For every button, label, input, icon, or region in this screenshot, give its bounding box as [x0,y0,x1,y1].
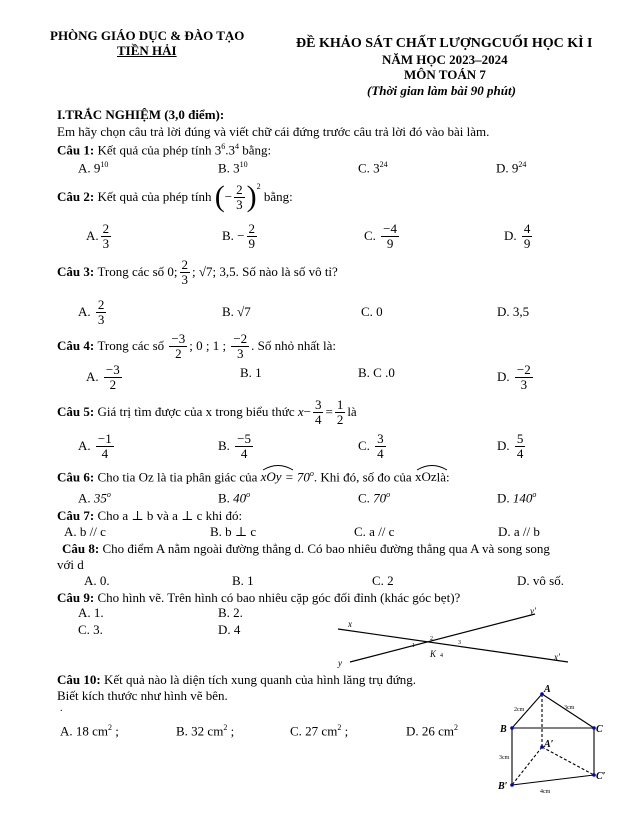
fig-label-yp: y′ [530,606,536,616]
fig-label-x: x [348,619,352,629]
vertex-a: A [544,684,551,695]
fig-angle-4: 4 [440,653,443,659]
fig-label-y: y [338,658,342,668]
vertical-angles-figure [330,602,580,672]
q5-option-b[interactable]: B. $\frac{-5}{4}$ [218,431,252,461]
question-9: Câu 9: Cho hình vẽ. Trên hình có bao nhiêu cặp góc đối đỉnh (khác góc bẹt)? [57,590,461,605]
section-heading: I.TRẮC NGHIỆM (3,0 điểm): [57,107,225,122]
q2-option-c[interactable]: C. $\frac{-4}{9}$ [364,221,398,251]
q3-option-d[interactable]: D. 3,5 [497,304,530,319]
vertex-b: B [500,724,507,735]
q5-option-c[interactable]: C. $\frac{3}{4}$ [358,431,384,461]
q7-option-c[interactable]: C. a // c [354,524,395,539]
q2-option-b[interactable]: B. − $\frac{2}{9}$ [222,221,256,251]
q10-option-a[interactable]: A. 18 $cm^2$ ; [60,723,119,739]
q1-option-d[interactable]: D. $9^{24}$ [496,160,527,176]
q8-option-d[interactable]: D. vô số. [517,573,564,588]
question-7: Câu 7: Cho a ⊥ b và a ⊥ c khi đó: [57,508,243,523]
question-1: Câu 1: Kết quả của phép tính $3^6.3^4$ bằng: [57,142,272,158]
q6-option-a[interactable]: A. 35$^o$ [78,490,111,506]
question-10-cont: Biết kích thước như hình vẽ bên. [57,688,228,703]
question-3: Câu 3: Trong các số 0; $\frac{2}{3}$ ; √7 ; 3,5. Số nào là số vô tỉ? [57,257,338,287]
vertex-bp: B′ [498,781,508,792]
q3-option-a[interactable]: A. $\frac{2}{3}$ [78,297,105,327]
q8-option-c[interactable]: C. 2 [372,573,394,588]
q9-option-c[interactable]: C. 3. [78,622,103,637]
question-8: Câu 8: Cho điểm A nằm ngoài đường thẳng d. Có bao nhiêu đường thẳng qua A và song song [62,541,550,556]
q10-option-d[interactable]: D. 26 $cm^2$ [406,723,459,739]
q1-option-b[interactable]: B. $3^{10}$ [218,160,248,176]
vertex-ap: A′ [544,739,554,750]
q10-option-b[interactable]: B. 32 $cm^2$ ; [176,723,235,739]
q10-option-c[interactable]: C. 27 $cm^2$ ; [290,723,349,739]
q2-label: Câu 2: [57,189,95,204]
q3-option-c[interactable]: C. 0 [361,304,383,319]
q7-option-a[interactable]: A. b // c [64,524,106,539]
q4-label: Câu 4: [57,338,95,354]
q9-option-a[interactable]: A. 1. [78,605,104,620]
edge-apcp [542,747,594,775]
q6-option-b[interactable]: B. 40$^o$ [218,490,251,506]
q2-option-d[interactable]: D. $\frac{4}{9}$ [504,221,531,251]
q4-option-b[interactable]: B. 1 [240,365,262,380]
q9-option-b[interactable]: B. 2. [218,605,243,620]
question-6: Câu 6: Cho tia Oz là tia phân giác của xOy = $70^o$. Khi đó, số đo của xOz là: [57,469,450,485]
fig-angle-1: 1 [412,643,415,649]
q7-option-d[interactable]: D. a // b [498,524,540,539]
fig-angle-2: 2 [430,636,433,642]
q9-option-d[interactable]: D. 4 [218,622,241,637]
q6-option-d[interactable]: D. 140$^o$ [497,490,537,506]
q7-option-b[interactable]: B. b ⊥ c [210,524,257,539]
question-8-cont: với d [57,557,84,572]
question-4: Câu 4: Trong các số $\frac{-3}{2}$ ; 0 ; 1 ; $\frac{-2}{3}$ . Số nhỏ nhất là: [57,331,337,361]
q1-option-a[interactable]: A. $9^{10}$ [78,160,109,176]
question-10: Câu 10: Kết quả nào là diện tích xung quanh của hình lăng trụ đứng. [57,672,417,687]
section-instruction: Em hãy chọn câu trả lời đúng và viết chữ cái đứng trước câu trả lời đó vào bài làm. [57,124,490,139]
q2-option-a[interactable]: A. $\frac{2}{3}$ [86,221,110,251]
line-xxp [338,629,568,662]
angle-xoz: xOz [415,469,437,485]
question-5: Câu 5: Giá trị tìm được của x trong biểu thức x − $\frac{3}{4}$ = $\frac{1}{2}$ là [57,397,357,427]
edge-bpcp [512,775,594,785]
duration: (Thời gian làm bài 90 phút) [367,83,516,98]
org-name: PHÒNG GIÁO DỤC & ĐÀO TẠO [50,28,245,43]
q7-label: Câu 7: [57,508,95,523]
q4-option-a[interactable]: A. $\frac{-3}{2}$ [86,362,120,392]
edge-ac [542,694,594,728]
vertex-c: C [596,724,603,735]
fig-label-xp: x′ [554,652,560,662]
subject: MÔN TOÁN 7 [404,67,486,82]
prism-figure [492,683,612,803]
dim-ac: 3cm [564,705,575,711]
q4-option-d[interactable]: D. $\frac{-2}{3}$ [497,362,531,392]
q5-option-d[interactable]: D. $\frac{5}{4}$ [497,431,524,461]
dim-ab: 2cm [514,707,525,713]
q9-label: Câu 9: [57,590,95,605]
org-district: TIỀN HẢI [117,43,177,58]
vertex-cp: C′ [596,771,606,782]
dim-bc: 4cm [540,789,551,795]
q1-label: Câu 1: [57,142,95,158]
stray-dot: . [60,703,63,714]
school-year: NĂM HỌC 2023–2024 [382,52,508,67]
q3-option-b[interactable]: B. √7 [222,304,251,319]
q5-label: Câu 5: [57,404,95,420]
question-2: Câu 2: Kết quả của phép tính ( − $\frac{2}{3}$ ) $^2$ bằng: [57,180,293,213]
q8-label: Câu 8: [62,541,100,556]
q6-option-c[interactable]: C. 70$^o$ [358,490,391,506]
q3-label: Câu 3: [57,264,95,280]
fig-label-k: K [430,649,437,659]
q4-option-c[interactable]: B. C .0 [358,365,395,380]
q10-label: Câu 10: [57,672,101,687]
exam-title: ĐỀ KHẢO SÁT CHẤT LƯỢNGCUỐI HỌC KÌ I [296,36,593,51]
edge-apbp [512,747,542,785]
fig-angle-3: 3 [458,640,461,646]
q6-label: Câu 6: [57,469,95,485]
q5-option-a[interactable]: A. $\frac{-1}{4}$ [78,431,112,461]
angle-xoy: xOy [261,469,282,485]
q1-option-c[interactable]: C. $3^{24}$ [358,160,388,176]
q8-option-b[interactable]: B. 1 [232,573,254,588]
dim-height: 3cm [499,755,510,761]
q8-option-a[interactable]: A. 0. [84,573,110,588]
